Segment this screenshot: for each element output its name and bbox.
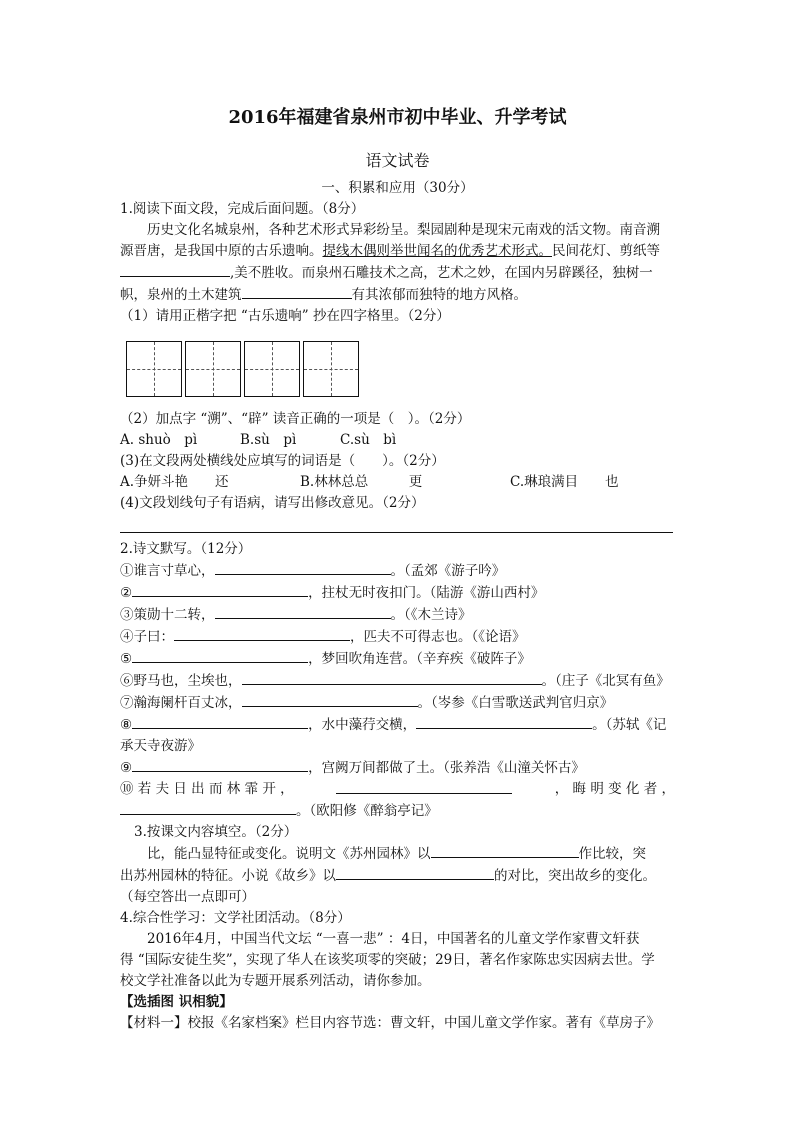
option-c[interactable]: C.sù bì bbox=[340, 432, 397, 448]
q4-task-tag: 【选插图 识相貌】 bbox=[120, 994, 233, 1010]
underlined-sentence: 提线木偶则举世闻名的优秀艺术形式。 bbox=[322, 243, 552, 259]
section-heading: 一、积累和应用（30分） bbox=[321, 180, 474, 196]
exam-title: 2016年福建省泉州市初中毕业、升学考试 bbox=[228, 107, 567, 128]
q1-passage-line: 源晋唐，是我国中原的古乐遗响。提线木偶则举世闻名的优秀艺术形式。民间花灯、剪纸等 bbox=[120, 243, 660, 259]
q2-heading: 2.诗文默写。（12分） bbox=[120, 541, 252, 557]
exam-subtitle: 语文试卷 bbox=[365, 151, 430, 170]
q2-item: ⑥野马也，尘埃也， 。（庄子《北冥有鱼》 bbox=[120, 670, 675, 692]
answer-blank[interactable] bbox=[242, 670, 542, 685]
option-b[interactable]: B.sù pì bbox=[240, 432, 297, 448]
answer-blank[interactable] bbox=[174, 626, 350, 641]
answer-blank[interactable] bbox=[431, 843, 579, 858]
q1-sub2: （2）加点字 “溯”、“辟” 读音正确的一项是（ ）。（2分） bbox=[120, 411, 471, 427]
q3-line: 出苏州园林的特征。小说《故乡》以 的对比，突出故乡的变化。 bbox=[120, 865, 675, 887]
answer-line[interactable] bbox=[120, 518, 673, 533]
answer-blank[interactable] bbox=[242, 692, 418, 707]
q2-item: ①谁言寸草心， 。（孟郊《游子吟》 bbox=[120, 560, 675, 582]
q1-sub4: (4)文段划线句子有语病，请写出修改意见。（2分） bbox=[120, 495, 425, 511]
writing-cell[interactable] bbox=[244, 341, 300, 397]
writing-cell[interactable] bbox=[126, 341, 182, 397]
q1-passage-line: ,美不胜收。而泉州石雕技术之高，艺术之妙，在国内另辟蹊径，独树一 bbox=[120, 262, 675, 284]
q4-material: 【材料一】校报《名家档案》栏目内容节选：曹文轩，中国儿童文学作家。著有《草房子》 bbox=[120, 1015, 660, 1031]
option-a[interactable]: A. shuò pì bbox=[120, 432, 198, 448]
answer-blank[interactable] bbox=[242, 284, 352, 299]
answer-blank[interactable] bbox=[336, 865, 494, 880]
answer-blank[interactable] bbox=[132, 648, 308, 663]
answer-blank[interactable] bbox=[132, 714, 308, 729]
exam-page bbox=[120, 100, 675, 1034]
q1-passage-line: 帜，泉州的土木建筑 有其浓郁而独特的地方风格。 bbox=[120, 284, 675, 306]
q4-line: 2016年4月，中国当代文坛 “一喜一悲” ：4日，中国著名的儿童文学作家曹文轩获 bbox=[147, 931, 640, 947]
q2-item: ⑤ ，梦回吹角连营。（辛弃疾《破阵子》 bbox=[120, 648, 675, 670]
q1-heading: 1.阅读下面文段，完成后面问题。（8分） bbox=[120, 201, 365, 217]
writing-cell[interactable] bbox=[303, 341, 359, 397]
q4-line: 得 “国际安徒生奖”，实现了华人在该奖项零的突破；29日，著名作家陈忠实因病去世。学 bbox=[120, 952, 655, 968]
option-c[interactable]: C.琳琅满目 也 bbox=[510, 474, 619, 490]
answer-blank[interactable] bbox=[132, 757, 308, 772]
q2-item: ⑨ ，宫阙万间都做了土。（张养浩《山潼关怀古》 bbox=[120, 757, 675, 779]
answer-blank[interactable] bbox=[215, 604, 391, 619]
q2-item: ③策勋十二转， 。（《木兰诗》 bbox=[120, 604, 675, 626]
option-b[interactable]: B.林林总总 更 bbox=[300, 474, 423, 490]
writing-grid bbox=[126, 341, 675, 397]
q1-sub2-options bbox=[120, 430, 675, 451]
writing-cell[interactable] bbox=[185, 341, 241, 397]
q2-item: ⑦瀚海阑杆百丈冰， 。（岑参《白雪歌送武判官归京》 bbox=[120, 692, 675, 714]
q1-sub3: (3)在文段两处横线处应填写的词语是（ ）。（2分） bbox=[120, 453, 445, 469]
q3-heading: 3.按课文内容填空。（2分） bbox=[134, 824, 298, 840]
q2-item: ⑩ 若 夫 日 出 而 林 霏 开 ， ， 晦 明 变 化 者 ， bbox=[120, 781, 675, 797]
answer-blank[interactable] bbox=[132, 582, 308, 597]
answer-blank[interactable] bbox=[215, 560, 391, 575]
q2-item-continued: 承天寺夜游》 bbox=[120, 738, 201, 754]
answer-blank[interactable] bbox=[336, 779, 512, 794]
q2-item: ② ，拄杖无时夜扣门。（陆游《游山西村》 bbox=[120, 582, 675, 604]
q3-line: 比，能凸显特征或变化。说明文《苏州园林》以 作比较，突 bbox=[120, 843, 675, 865]
q1-sub3-options bbox=[120, 472, 675, 493]
q2-item: ④子曰： ，匹夫不可得志也。（《论语》 bbox=[120, 626, 675, 648]
q1-passage-line: 历史文化名城泉州，各种艺术形式异彩纷呈。梨园剧种是现宋元南戏的活文物。南音溯 bbox=[147, 222, 660, 238]
q1-sub1: （1）请用正楷字把 “古乐遗响” 抄在四字格里。（2分） bbox=[120, 308, 450, 324]
q4-heading: 4.综合性学习：文学社团活动。（8分） bbox=[120, 910, 351, 926]
q3-note: （每空答出一点即可） bbox=[120, 889, 255, 905]
q2-item: ⑧ ，水中藻荇交横， 。（苏轼《记 bbox=[120, 714, 675, 736]
option-a[interactable]: A.争妍斗艳 还 bbox=[120, 474, 229, 490]
answer-blank[interactable] bbox=[120, 262, 230, 277]
answer-blank[interactable] bbox=[120, 800, 296, 815]
q2-item: 。（欧阳修《醉翁亭记》 bbox=[120, 800, 675, 822]
answer-blank[interactable] bbox=[416, 714, 592, 729]
q4-line: 校文学社准备以此为专题开展系列活动，请你参加。 bbox=[120, 973, 431, 989]
